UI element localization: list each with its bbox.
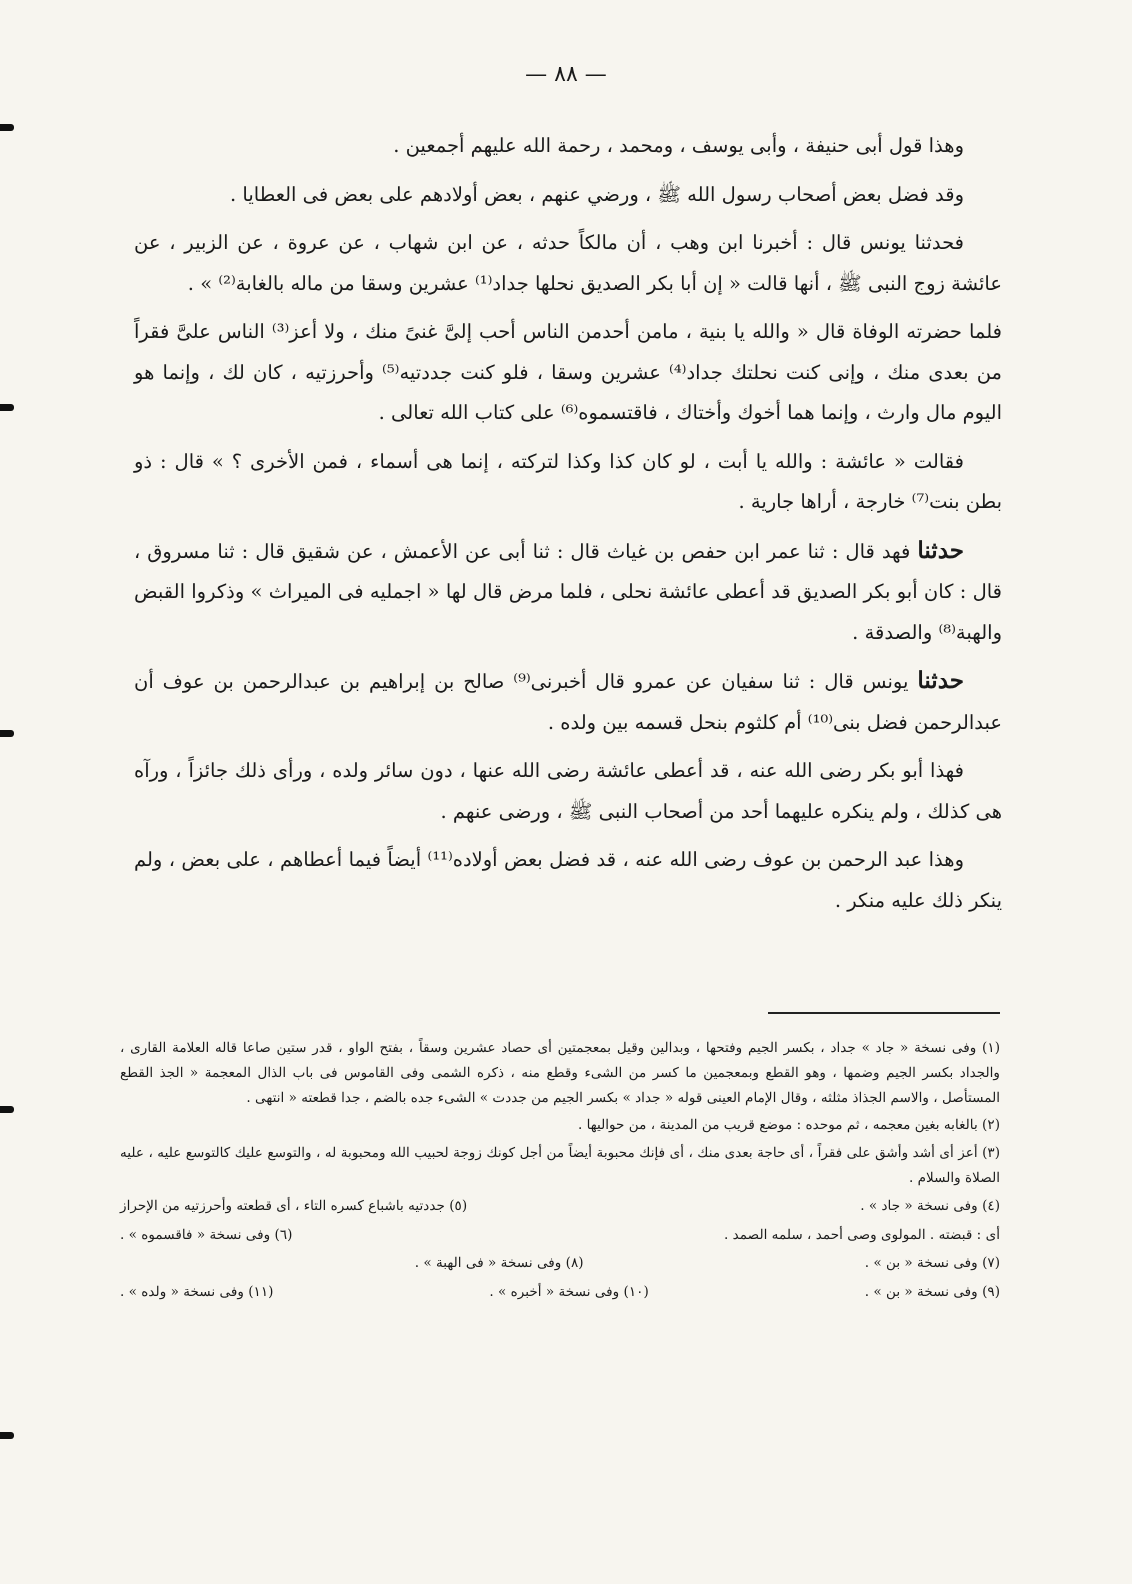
footnote-row [120,1194,1000,1219]
hadith-paragraph [134,661,1002,743]
footnote-5-continued: أى : قبضته . المولوى وصى أحمد ، سلمه الصمد . [724,1226,1000,1243]
paragraph: فهذا أبو بكر رضى الله عنه ، قد أعطى عائشة رضى الله عنها ، دون سائر ولده ، ورأى ذلك جائزاً ، ورآه هى كذلك ، ولم ينكره عليهما أحد من أصحاب النبى ﷺ ، ورضى عنهم . [134,759,1002,823]
main-text [134,126,1002,929]
hadith-paragraph [134,531,1002,654]
footnote-1: (١) وفى نسخة « جاد » جداد ، بكسر الجيم وفتحها ، وبدالين وقيل بمعجمتين أى حصاد عشرين وسقاً ، بفتح الواو ، قدر ستين صاعا قاله العلامة القارى ، والجداد بكسر الجيم وضمها ، وهو القطع وبمعجمين ما كسر من الشىء وقطع منه ، ذكره الشمى وفى القاموس فى باب الذال المعجمة « الجذ القطع المستأصل ، والاسم الجذاذ مثلثه ، وقال الإمام العينى قوله « جداد » بكسر الجيم من جددت » الشىء جده بالضم ، جدا قطعته « انتهى . [120,1040,1001,1106]
footnote-5: (٥) جددتيه باشباع كسره التاء ، أى قطعته وأحرزتيه من الإحراز [120,1197,468,1214]
footnote-6: (٦) وفى نسخة « فاقسموه » . [120,1226,293,1243]
footnote-8: (٨) وفى نسخة « فى الهبة » . [414,1255,584,1272]
hadith-lead-word: حدثنا [917,667,964,694]
paragraph: وقد فضل بعض أصحاب رسول الله ﷺ ، ورضي عنهم ، بعض أولادهم على بعض فى العطايا . [229,182,964,206]
hadith-text: يونس قال : ثنا سفيان عن عمرو قال أخبرنى⁽⁹⁾ صالح بن إبراهيم بن عبدالرحمن بن عوف أن عبدالرحمن فضل بنى⁽¹⁰⁾ أم كلثوم بنحل قسمه بين ولده . [134,670,1002,734]
paragraph: فلما حضرته الوفاة قال « والله يا بنية ، مامن أحدمن الناس أحب إلىَّ غنىً منك ، ولا أعز⁽³⁾ الناس علىَّ فقراً من بعدى منك ، وإنى كنت نحلتك جداد⁽⁴⁾ عشرين وسقا ، فلو كنت جددتيه⁽⁵⁾ وأحرزتيه ، كان لك ، وإنما هو اليوم مال وارث ، وإنما هما أخوك وأختاك ، فاقتسموه⁽⁶⁾ على كتاب الله تعالى . [134,320,1003,424]
footnote-10: (١٠) وفى نسخة « أخبره » . [489,1284,649,1301]
paragraph: وهذا قول أبى حنيفة ، وأبى يوسف ، ومحمد ، رحمة الله عليهم أجمعين . [393,134,964,157]
footnote-3: (٣) أعز أى أشد وأشق على فقراً ، أى حاجة بعدى منك ، أى فإنك محبوبة أيضاً من أجل كونك زوجة لحبيب الله ومحبوبة له ، والتوسع عليك كالتوسع عليه ، عليه الصلاة والسلام . [120,1145,1000,1186]
footnote-row [120,1251,1000,1276]
footnote-separator [768,1012,1000,1014]
binding-mark [0,730,14,737]
binding-mark [0,1432,14,1439]
footnote-4: (٤) وفى نسخة « جاد » . [860,1197,1000,1214]
binding-mark [0,404,14,411]
footnote-9: (٩) وفى نسخة « بن » . [864,1284,1000,1301]
paragraph: فحدثنا يونس قال : أخبرنا ابن وهب ، أن مالكاً حدثه ، عن ابن شهاب ، عن عروة ، عن الزبير ، عن عائشة زوج النبى ﷺ ، أنها قالت « إن أبا بكر الصديق نحلها جداد⁽¹⁾ عشرين وسقا من ماله بالغابة⁽²⁾ » . [134,231,1002,295]
footnote-row [120,1223,1000,1248]
paragraph: وهذا عبد الرحمن بن عوف رضى الله عنه ، قد فضل بعض أولاده⁽¹¹⁾ أيضاً فيما أعطاهم ، على بعض ، ولم ينكر ذلك عليه منكر . [134,848,1002,912]
page-number: — ٨٨ — [525,62,607,87]
footnote-11: (١١) وفى نسخة « ولده » . [120,1284,274,1301]
footnote-7: (٧) وفى نسخة « بن » . [864,1255,1000,1272]
footnote-2: (٢) بالغابه بغين معجمه ، ثم موحده : موضع قريب من المدينة ، من حواليها . [577,1117,1000,1134]
hadith-text: فهد قال : ثنا عمر ابن حفص بن غياث قال : ثنا أبى عن الأعمش ، عن شقيق قال : ثنا مسروق ، قال : كان أبو بكر الصديق قد أعطى عائشة نحلى ، فلما مرض قال لها « اجمليه فى الميراث » وذكروا القبض والهبة⁽⁸⁾ والصدقة . [134,539,1002,644]
footnote-row [120,1280,1000,1305]
paragraph: فقالت « عائشة : والله يا أبت ، لو كان كذا وكذا لتركته ، إنما هى أسماء ، فمن الأخرى ؟ » قال : ذو بطن بنت⁽⁷⁾ خارجة ، أراها جارية . [134,449,1002,513]
binding-mark [0,1106,14,1113]
binding-mark [0,124,14,131]
footnotes [120,1036,1000,1309]
hadith-lead-word: حدثنا [917,536,964,564]
